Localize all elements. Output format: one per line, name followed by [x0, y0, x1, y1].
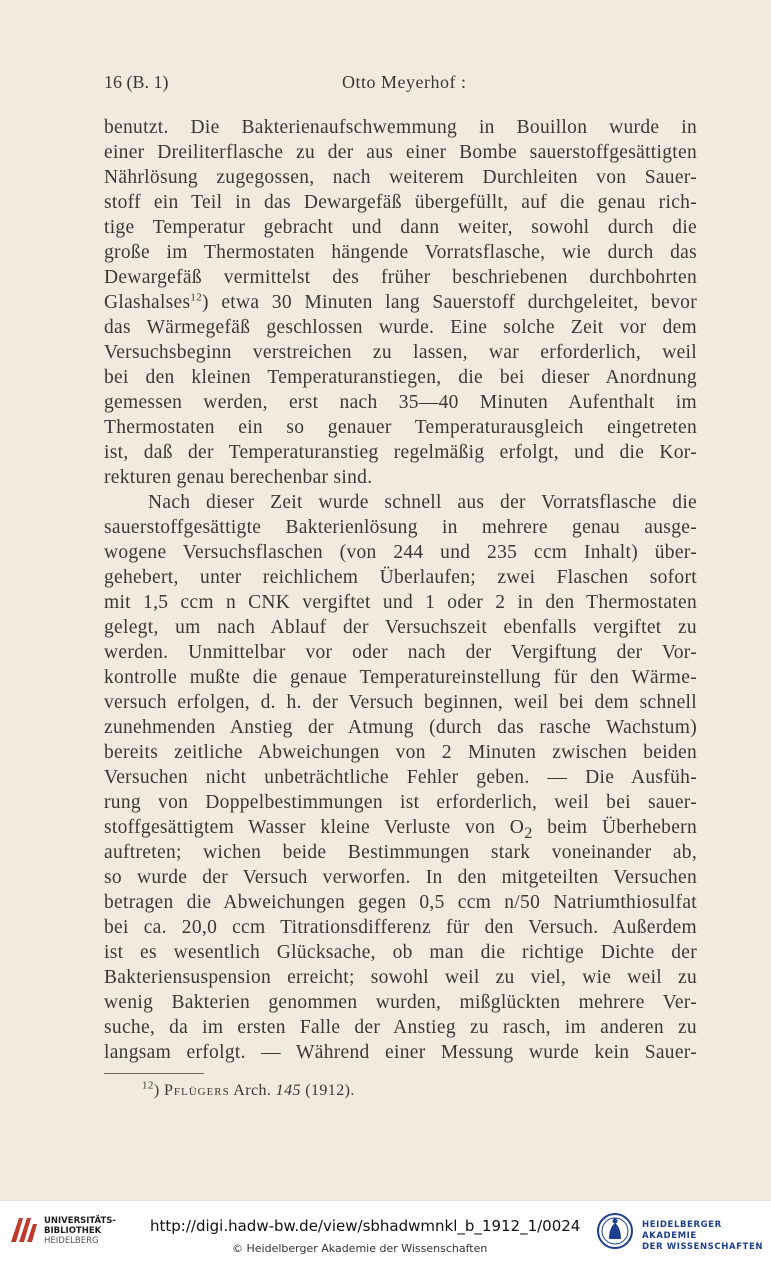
- academy-line-2: DER WISSENSCHAFTEN: [642, 1242, 764, 1252]
- permalink-url[interactable]: http://digi.hadw-bw.de/view/sbhadwmnkl_b_1912_1/0024: [150, 1217, 581, 1235]
- text-line: versuch erfolgen, d. h. der Versuch beginnen, weil bei dem schnell: [104, 692, 697, 713]
- running-header: [104, 72, 704, 96]
- text-line: rung von Doppelbestimmungen ist erforderlich, weil bei sauer-: [104, 792, 697, 813]
- university-library-logo-icon: [8, 1214, 40, 1246]
- text-line: rekturen genau berechenbar sind.: [104, 467, 373, 488]
- ub-line-1: UNIVERSITÄTS-: [44, 1216, 116, 1226]
- text-fragment: stoffgesättigtem Wasser kleine Verluste von O: [104, 817, 525, 838]
- text-line: so wurde der Versuch verworfen. In den mitgeteilten Versuchen: [104, 867, 697, 888]
- copyright-notice: © Heidelberger Akademie der Wissenschaften: [232, 1242, 488, 1255]
- text-line: bei ca. 20,0 ccm Titrationsdifferenz für den Versuch. Außerdem: [104, 917, 697, 938]
- text-line: Nährlösung zugegossen, nach weiterem Durchleiten von Sauer-: [104, 167, 697, 188]
- text-line: mit 1,5 ccm n CNK vergiftet und 1 oder 2 in den Thermostaten: [104, 592, 697, 613]
- footnote-journal: Pflügers: [163, 1082, 230, 1099]
- footnote: $^{12}$) Pflügers Arch. 145 (1912).: [142, 1079, 355, 1099]
- text-line: bereits zeitliche Abweichungen von 2 Minuten zwischen beiden: [104, 742, 697, 763]
- footnote-abbr: Arch.: [233, 1082, 272, 1099]
- text-line: einer Dreiliterflasche zu der aus einer Bombe sauerstoffgesättigten: [104, 142, 697, 163]
- academy-name: [642, 1220, 771, 1253]
- text-line: das Wärmegefäß geschlossen wurde. Eine solche Zeit vor dem: [104, 317, 697, 338]
- ub-line-3: HEIDELBERG: [44, 1236, 99, 1246]
- text-line-with-footnote-ref: [104, 290, 697, 315]
- footnote-volume: 145: [275, 1082, 301, 1099]
- text-line: stoff ein Teil in das Dewargefäß übergefüllt, auf die genau rich-: [104, 192, 697, 213]
- text-line: zunehmenden Anstieg der Atmung (durch das rasche Wachstum): [104, 717, 697, 738]
- subscript: 2: [524, 823, 533, 840]
- text-line: benutzt. Die Bakterienaufschwemmung in Bouillon wurde in: [104, 117, 697, 138]
- text-line: ist, daß der Temperaturanstieg regelmäßig erfolgt, und die Kor-: [104, 442, 697, 463]
- text-line: gemessen werden, erst nach 35—40 Minuten Aufenthalt im: [104, 392, 697, 413]
- text-line: sauerstoffgesättigte Bakterienlösung in mehrere genau ausge-: [104, 517, 697, 538]
- text-line: gelegt, um nach Ablauf der Versuchszeit ebenfalls vergiftet zu: [104, 617, 697, 638]
- text-line: auftreten; wichen beide Bestimmungen stark voneinander ab,: [104, 842, 697, 863]
- page-number: 16 (B. 1): [104, 72, 169, 92]
- text-fragment: beim Überhebern: [532, 817, 697, 838]
- text-line: bei den kleinen Temperaturanstiegen, die bei dieser Anordnung: [104, 367, 697, 388]
- text-line: Bakteriensuspension erreicht; sowohl weil zu viel, wie weil zu: [104, 967, 697, 988]
- text-line: wogene Versuchsflaschen (von 244 und 235 ccm Inhalt) über-: [104, 542, 697, 563]
- text-line: gehebert, unter reichlichem Überlaufen; zwei Flaschen sofort: [104, 567, 697, 588]
- body-text: [104, 115, 697, 1065]
- running-head-author: Otto Meyerhof :: [342, 72, 467, 92]
- academy-seal-icon: [596, 1212, 634, 1250]
- text-line: Versuchsbeginn verstreichen zu lassen, war erforderlich, weil: [104, 342, 697, 363]
- text-line: wenig Bakterien genommen wurden, mißglückten mehrere Ver-: [104, 992, 697, 1013]
- text-line: betragen die Abweichungen gegen 0,5 ccm n/50 Natriumthiosulfat: [104, 892, 697, 913]
- ub-line-2: BIBLIOTHEK: [44, 1226, 102, 1236]
- text-line: kontrolle mußte die genaue Temperatureinstellung für den Wärme-: [104, 667, 697, 688]
- text-line-with-subscript: [104, 815, 697, 840]
- footnote-year: (1912).: [305, 1082, 355, 1099]
- text-fragment: Glashalses: [104, 292, 191, 313]
- text-line: tige Temperatur gebracht und dann weiter, sowohl durch die: [104, 217, 697, 238]
- footnote-divider: [104, 1073, 204, 1074]
- footnote-reference: 12: [190, 291, 203, 304]
- text-line: langsam erfolgt. — Während einer Messung wurde kein Sauer-: [104, 1042, 697, 1063]
- text-line: Nach dieser Zeit wurde schnell aus der Vorratsflasche die: [148, 492, 697, 513]
- university-library-name: [44, 1216, 116, 1246]
- text-line: suche, da im ersten Falle der Anstieg zu rasch, im anderen zu: [104, 1017, 697, 1038]
- viewer-footer: [0, 1200, 771, 1261]
- text-line: Versuchen nicht unbeträchtliche Fehler geben. — Die Ausfüh-: [104, 767, 697, 788]
- academy-line-1: HEIDELBERGER AKADEMIE: [642, 1220, 722, 1241]
- text-line: Dewargefäß vermittelst des früher beschriebenen durchbohrten: [104, 267, 697, 288]
- text-fragment: ) etwa 30 Minuten lang Sauerstoff durchgeleitet, bevor: [202, 292, 697, 313]
- footnote-number: 12: [142, 1079, 154, 1092]
- text-line: Thermostaten ein so genauer Temperaturausgleich eingetreten: [104, 417, 697, 438]
- text-line: große im Thermostaten hängende Vorratsflasche, wie durch das: [104, 242, 697, 263]
- text-line: ist es wesentlich Glücksache, ob man die richtige Dichte der: [104, 942, 697, 963]
- text-line: werden. Unmittelbar vor oder nach der Vergiftung der Vor-: [104, 642, 697, 663]
